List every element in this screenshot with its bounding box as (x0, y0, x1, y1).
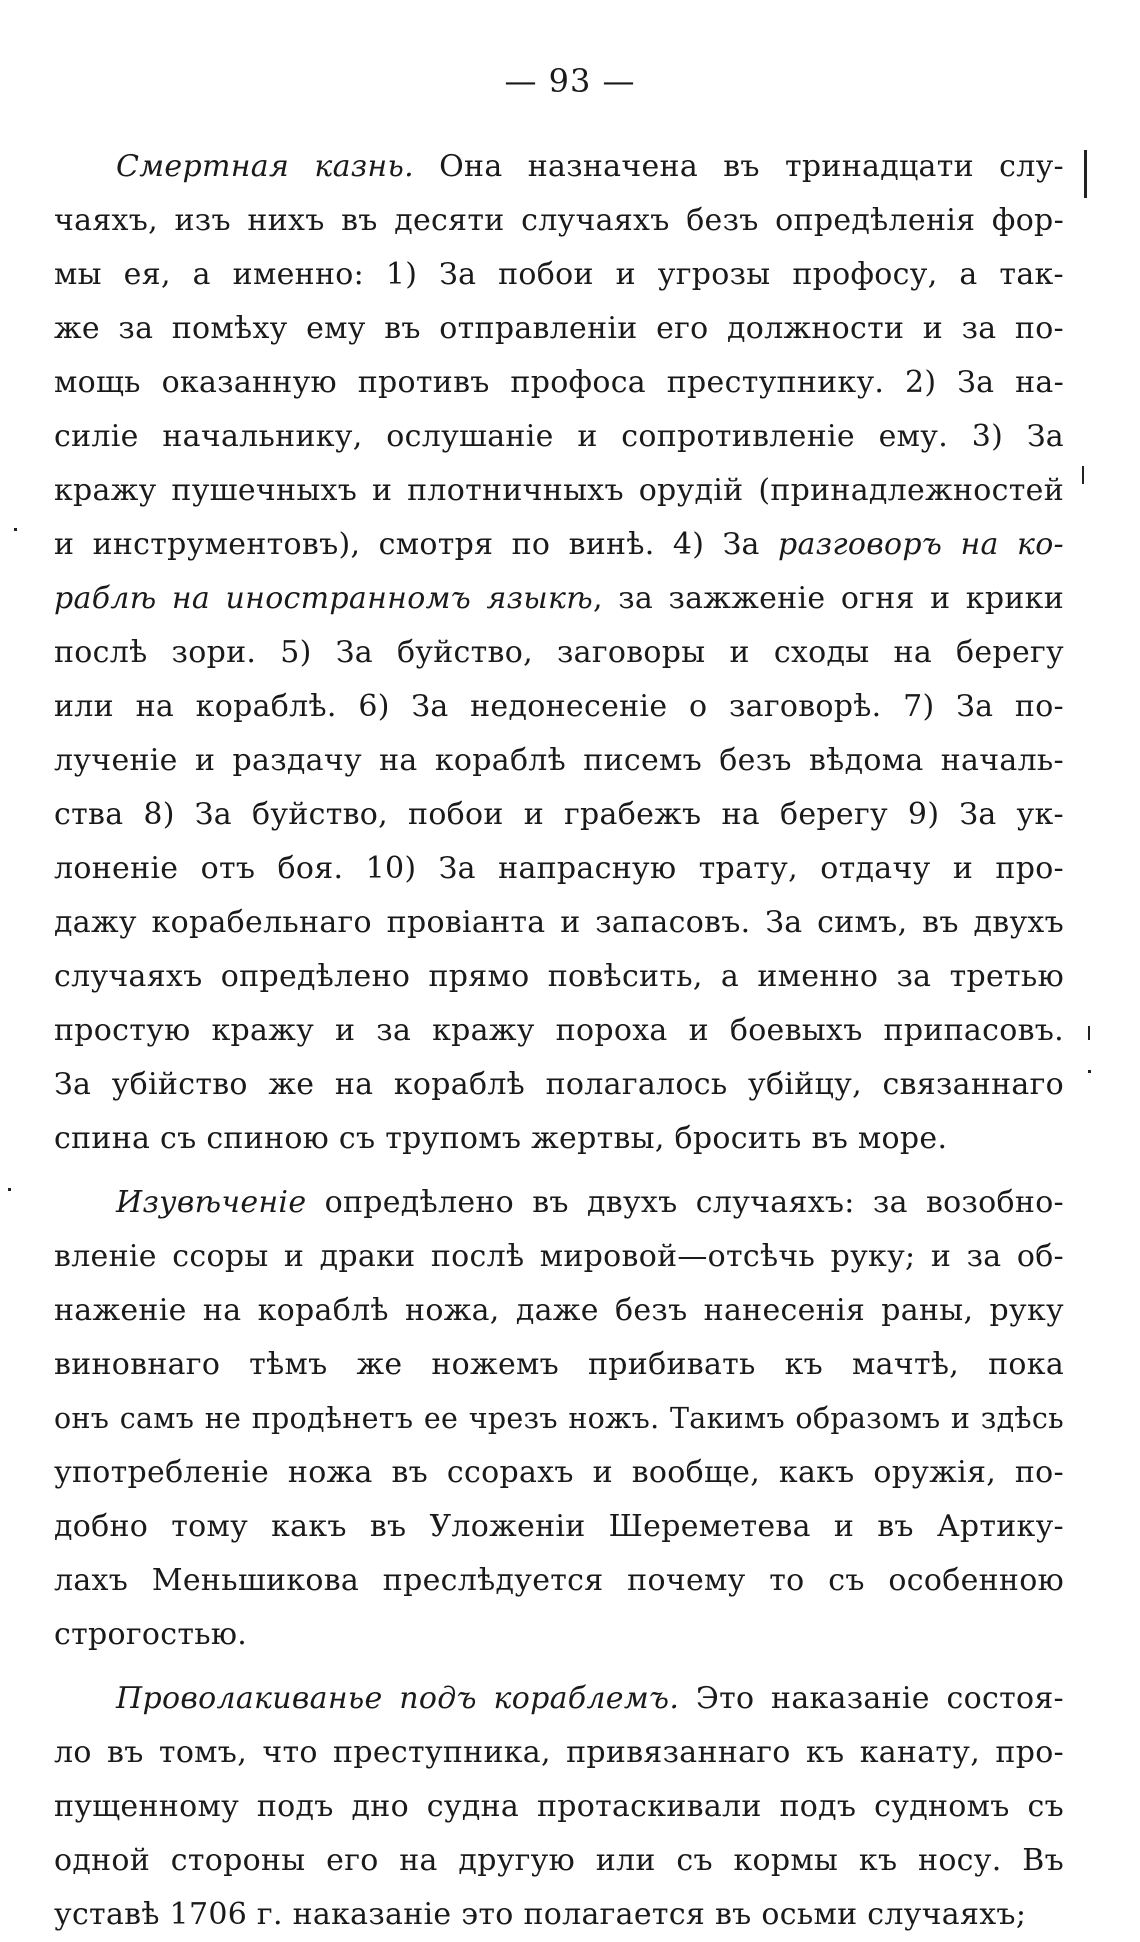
italic-term: разговоръ на ко- (778, 527, 1064, 562)
text-line (54, 1446, 1064, 1500)
line-text: вленіе ссоры и драки послѣ мировой—отсѣчь руку; и за об- (54, 1239, 1064, 1274)
line-text: кражу пушечныхъ и плотничныхъ орудій (принадлежностей (54, 473, 1064, 508)
line-text: Она назначена въ тринадцати слу- (413, 149, 1064, 184)
text-line (54, 1834, 1064, 1888)
line-text: одной стороны его на другую или съ кормы къ носу. Въ (54, 1843, 1064, 1878)
line-text: чаяхъ, изъ нихъ въ десяти случаяхъ безъ опредѣленія фор- (54, 203, 1064, 238)
line-text: виновнаго тѣмъ же ножемъ прибивать къ мачтѣ, пока (54, 1347, 1064, 1382)
text-line (54, 1338, 1064, 1392)
margin-mark (1084, 150, 1087, 198)
text-line (54, 140, 1064, 194)
text-line (54, 1608, 1064, 1662)
paragraph (54, 1672, 1064, 1942)
italic-term: Смертная казнь. (116, 149, 414, 184)
line-text: и инструментовъ), смотря по винѣ. 4) За (54, 527, 779, 562)
italic-term: раблѣ на иностранномъ языкѣ (54, 581, 593, 616)
paragraph-gap (54, 1166, 1064, 1176)
text-line (54, 1392, 1064, 1446)
line-text: или на кораблѣ. 6) За недонесеніе о заговорѣ. 7) За по- (54, 689, 1064, 724)
text-line (54, 1726, 1064, 1780)
text-line (54, 626, 1064, 680)
paragraph-gap (54, 1662, 1064, 1672)
line-text: дажу корабельнаго провіанта и запасовъ. За симъ, въ двухъ (54, 905, 1064, 940)
text-line (54, 194, 1064, 248)
line-text: простую кражу и за кражу пороха и боевыхъ припасовъ. (54, 1013, 1064, 1048)
line-text: лоненіе отъ боя. 10) За напрасную трату, отдачу и про- (54, 851, 1064, 886)
text-line (54, 518, 1064, 572)
text-line (54, 1500, 1064, 1554)
line-text: лахъ Меньшикова преслѣдуется почему то съ особенною (54, 1563, 1064, 1598)
margin-mark (8, 1188, 11, 1191)
text-line (54, 680, 1064, 734)
text-line (54, 896, 1064, 950)
text-line (54, 248, 1064, 302)
margin-mark (1088, 1026, 1090, 1040)
text-line (54, 410, 1064, 464)
line-text: силіе начальнику, ослушаніе и сопротивленіе ему. 3) За (54, 419, 1064, 454)
text-line (54, 842, 1064, 896)
line-text: пущенному подъ дно судна протаскивали подъ судномъ съ (54, 1789, 1064, 1824)
line-text: наженіе на кораблѣ ножа, даже безъ нанесенія раны, руку (54, 1293, 1064, 1328)
line-text: случаяхъ опредѣлено прямо повѣсить, а именно за третью (54, 959, 1064, 994)
page-number: — 93 — (504, 62, 636, 100)
text-line (54, 1888, 1064, 1942)
italic-term: Проволакиванье подъ кораблемъ. (116, 1681, 680, 1716)
text-line (54, 572, 1064, 626)
text-line (54, 356, 1064, 410)
text-line (54, 1554, 1064, 1608)
text-line (54, 1058, 1064, 1112)
line-text: лученіе и раздачу на кораблѣ писемъ безъ вѣдома началь- (54, 743, 1064, 778)
line-text: ства 8) За буйство, побои и грабежъ на берегу 9) За ук- (54, 797, 1064, 832)
paragraph (54, 1176, 1064, 1662)
text-line (54, 1672, 1064, 1726)
line-text: уставѣ 1706 г. наказаніе это полагается въ осьми случаяхъ; (54, 1897, 1027, 1932)
margin-mark (14, 528, 17, 531)
line-text: употребленіе ножа въ ссорахъ и вообще, какъ оружія, по- (54, 1455, 1064, 1490)
line-text: послѣ зори. 5) За буйство, заговоры и сходы на берегу (54, 635, 1064, 670)
body-text (54, 140, 1064, 1942)
line-text: же за помѣху ему въ отправленіи его должности и за по- (54, 311, 1064, 346)
margin-mark (1082, 466, 1084, 484)
italic-term: Изувѣченіе (116, 1185, 307, 1220)
text-line (54, 788, 1064, 842)
line-text: опредѣлено въ двухъ случаяхъ: за возобно- (306, 1185, 1064, 1220)
text-line (54, 950, 1064, 1004)
text-line (54, 1230, 1064, 1284)
line-text: строгостью. (54, 1617, 248, 1652)
line-text: Это наказаніе состоя- (679, 1681, 1064, 1716)
line-text: добно тому какъ въ Уложеніи Шереметева и въ Артику- (54, 1509, 1064, 1544)
text-line (54, 1284, 1064, 1338)
margin-mark (1088, 1070, 1091, 1073)
text-line (54, 1176, 1064, 1230)
text-line (54, 302, 1064, 356)
line-text: мощь оказанную противъ профоса преступнику. 2) За на- (54, 365, 1064, 400)
paragraph (54, 140, 1064, 1166)
line-text: ло въ томъ, что преступника, привязаннаго къ канату, про- (54, 1735, 1064, 1770)
text-line (54, 464, 1064, 518)
text-line (54, 1780, 1064, 1834)
line-text: спина съ спиною съ трупомъ жертвы, бросить въ море. (54, 1121, 948, 1156)
line-text: За убійство же на кораблѣ полагалось убійцу, связаннаго (54, 1067, 1064, 1102)
line-text: мы ея, а именно: 1) За побои и угрозы профосу, а так- (54, 257, 1064, 292)
text-line (54, 734, 1064, 788)
text-line (54, 1004, 1064, 1058)
line-text: , за зажженіе огня и крики (593, 581, 1064, 616)
text-line (54, 1112, 1064, 1166)
line-text: онъ самъ не продѣнетъ ее чрезъ ножъ. Такимъ образомъ и здѣсь (54, 1402, 1064, 1435)
